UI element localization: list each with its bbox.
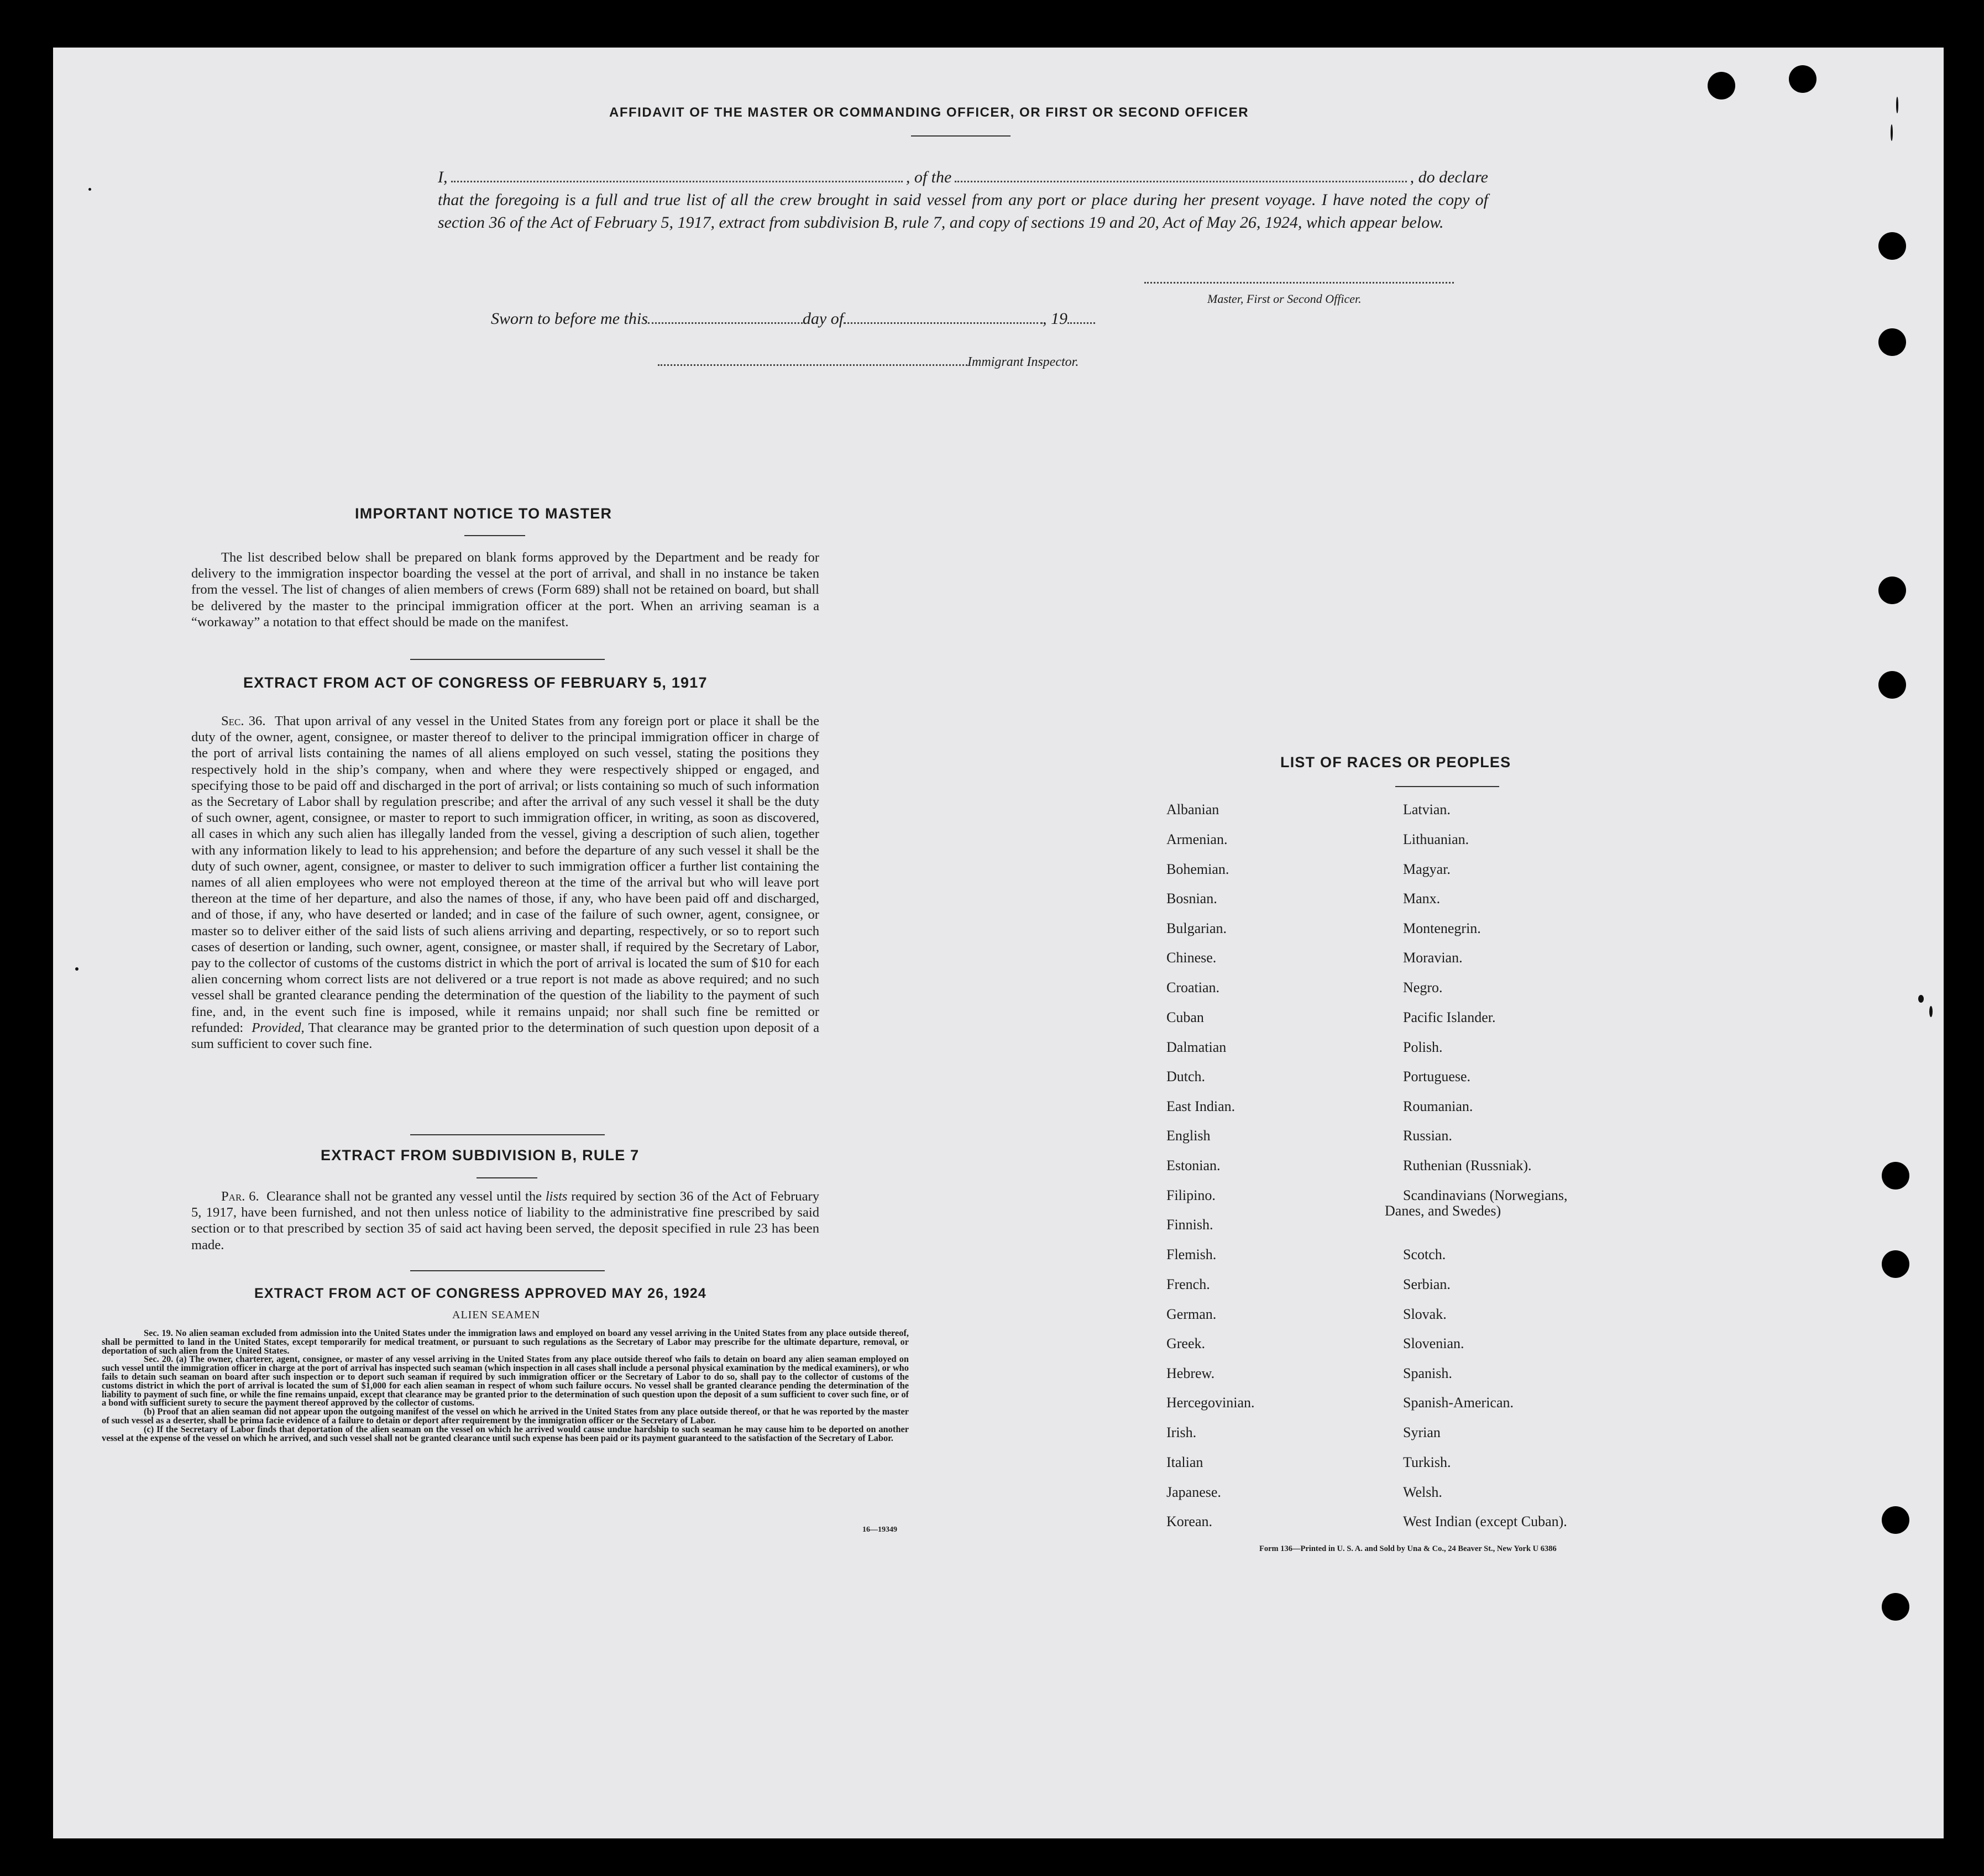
section-label: Sec. 36. <box>221 714 266 729</box>
race-item: Dutch. <box>1166 1068 1206 1084</box>
section-36-proviso: That clearance may be granted prior to the determination of such question upon deposit of a sum sufficient to cover such fine. <box>191 1020 819 1052</box>
master-signature-caption: Master, First or Second Officer. <box>1207 292 1362 306</box>
sworn-year: , 19 <box>1043 310 1068 328</box>
extract-1917-body <box>191 713 819 1052</box>
mark <box>1929 1006 1933 1017</box>
race-item: Syrian <box>1403 1424 1441 1440</box>
divider <box>410 1270 605 1271</box>
declaration-of-the: , of the <box>905 168 952 186</box>
race-item: Irish. <box>1166 1424 1197 1440</box>
race-item: Chinese. <box>1166 950 1217 966</box>
notice-body <box>191 549 819 630</box>
sworn-line <box>491 310 1095 328</box>
inspector-caption: Immigrant Inspector. <box>967 355 1079 369</box>
race-item: Magyar. <box>1403 861 1451 877</box>
punch-hole <box>1882 1506 1909 1534</box>
mark <box>1891 124 1893 141</box>
race-item: Polish. <box>1403 1039 1443 1055</box>
race-item: Danes, and Swedes) <box>1385 1203 1501 1219</box>
form-footer: Form 136—Printed in U. S. A. and Sold by Una & Co., 24 Beaver St., New York U 6386 <box>1259 1544 1557 1553</box>
race-item: Ruthenian (Russniak). <box>1403 1157 1532 1173</box>
race-item: Hercegovinian. <box>1166 1395 1255 1411</box>
race-item: Greek. <box>1166 1335 1206 1351</box>
punch-hole <box>1878 232 1906 260</box>
extract-1917-title: EXTRACT FROM ACT OF CONGRESS OF FEBRUARY 5, 1917 <box>243 674 708 691</box>
race-item: Serbian. <box>1403 1276 1451 1292</box>
punch-hole <box>1882 1162 1909 1189</box>
race-item: Pacific Islander. <box>1403 1009 1496 1025</box>
race-item: German. <box>1166 1306 1217 1322</box>
race-item: Spanish. <box>1403 1365 1452 1381</box>
race-item: Negro. <box>1403 979 1443 995</box>
race-item: Slovak. <box>1403 1306 1447 1322</box>
race-item: Filipino. <box>1166 1187 1216 1203</box>
alien-seamen-subtitle: ALIEN SEAMEN <box>452 1309 541 1321</box>
race-item: Bulgarian. <box>1166 920 1227 936</box>
declaration-do-declare: , do declare <box>1410 168 1488 186</box>
mark <box>1896 97 1898 113</box>
notice-paragraph: The list described below shall be prepared on blank forms approved by the Department and be ready for delivery to the immigration inspector boarding the vessel at the port of arrival, and shall in no instance be taken from the vessel. The list of changes of alien members of crews (Form 689) shall not be retained on board, but shall be delivered by the master to the principal immigration officer at the port. When an arriving seaman is a “workaway” a notation to that effect should be made on the manifest. <box>191 550 819 630</box>
race-item: Montenegrin. <box>1403 920 1481 936</box>
divider <box>410 659 605 660</box>
divider <box>477 1177 537 1178</box>
section-20b: (b) Proof that an alien seaman did not appear upon the outgoing manifest of the vessel on which he arrived in the United States from any place outside thereof, or that he was reported by the master of such vessel as a deserter, shall be prima facie evidence of a failure to detain or deport after requirement by the immigration officer or the Secretary of Labor. <box>102 1406 909 1426</box>
declaration-pronoun: I, <box>438 168 448 186</box>
race-item: Dalmatian <box>1166 1039 1227 1055</box>
race-item: Turkish. <box>1403 1454 1451 1470</box>
section-20a: Sec. 20. (a) The owner, charterer, agent, consignee, or master of any vessel arriving in the United States from any place outside thereof who fails to detain on board any alien seaman employed on such vessel until the immigration officer in charge at the port of arrival has inspected such seaman (which inspection in all cases shall include a personal physical examination by the medical examiners), or who fails to detain such seaman on board after such inspection or to deport such seaman if required by such immigration officer or the Secretary of Labor to do so, shall pay to the collector of customs of the customs district in which the port of arrival is located the sum of $1,000 for each alien seaman in respect of whom such failure occurs. No vessel shall be granted clearance pending the determination of the liability to payment of such fine, or while the fine remains unpaid, except that clearance may be granted prior to the determination of such question upon the deposit of a sum sufficient to cover such fine, or of a bond with sufficient surety to secure the payment thereof approved by the collector of customs. <box>102 1354 909 1408</box>
race-item: Russian. <box>1403 1128 1452 1144</box>
punch-hole <box>1878 328 1906 356</box>
race-item: Italian <box>1166 1454 1203 1470</box>
rule-7-body <box>191 1188 819 1253</box>
provided-word: Provided, <box>252 1020 305 1035</box>
sworn-day-of: day of <box>802 310 844 328</box>
mark <box>75 967 78 971</box>
extract-1924-body <box>102 1329 909 1442</box>
race-item: Armenian. <box>1166 831 1228 847</box>
name-blank[interactable] <box>451 181 903 182</box>
race-item: Scandinavians (Norwegians, <box>1403 1187 1568 1203</box>
print-number: 16—19349 <box>862 1526 897 1534</box>
punch-hole <box>1878 577 1906 604</box>
declaration-text: that the foregoing is a full and true list of all the crew brought in said vessel from any port or place during her present voyage. I have noted the copy of section 36 of the Act of February 5, 1917, extract from subdivision B, rule 7, and copy of sections 19 and 20, Act of May 26, 1924, which appear below. <box>438 191 1488 232</box>
section-36-text: That upon arrival of any vessel in the United States from any foreign port or place it shall be the duty of the owner, agent, consignee, or master thereof to deliver to the principal immigration officer in charge of the port of arrival lists containing the names of all aliens employed on such vessel, stating the positions they respectively hold in the ship’s company, when and where they were respectively shipped or engaged, and specifying those to be paid off and discharged in the port of arrival; or lists containing so much of such information as the Secretary of Labor shall by regulation prescribe; and after the arrival of any such vessel it shall be the duty of such owner, agent, consignee, or master to report to such immigration officer, in writing, as soon as discovered, all cases in which any such alien has illegally landed from the vessel, giving a description of such alien, together with any information likely to lead to his apprehension; and before the departure of any such vessel it shall be the duty of such owner, agent, consignee, or master to deliver to such immigration officer a further list containing the names of all alien employees who were not employed thereon at the time of the arrival but who will leave port thereon at the time of her departure, and also the names of those, if any, who have been paid off and discharged, and of those, if any, who have deserted or landed; and in case of the failure of such owner, agent, consignee, or master so to deliver either of the said lists of such aliens arriving and departing, respectively, or so to report such cases of desertion or landing, such owner, agent, consignee, or master shall, if required by the Secretary of Labor, pay to the collector of customs of the customs district in which the port of arrival is located the sum of $10 for each alien concerning whom correct lists are not delivered or a true report is not made as above required; and no such vessel shall be granted clearance pending the determination of the question of the liability to the payment of such fine, and, in the event such fine is imposed, while it remains unpaid; nor shall such fine be remitted or refunded: <box>191 714 819 1035</box>
inspector-signature-blank[interactable] <box>658 364 967 366</box>
race-item: Lithuanian. <box>1403 831 1469 847</box>
punch-hole <box>1882 1250 1909 1278</box>
vessel-blank[interactable] <box>955 181 1406 182</box>
race-item: Finnish. <box>1166 1217 1213 1233</box>
divider <box>410 1134 605 1135</box>
punch-hole <box>1708 72 1735 99</box>
paragraph-6 <box>191 1188 819 1253</box>
master-signature-line[interactable] <box>1144 282 1454 284</box>
affidavit-title: AFFIDAVIT OF THE MASTER OR COMMANDING OFFICER, OR FIRST OR SECOND OFFICER <box>609 105 1249 120</box>
section-19: Sec. 19. No alien seaman excluded from admission into the United States under the immigration laws and employed on board any vessel arriving in the United States from any place outside thereof, shall be permitted to land in the United States, except temporarily for medical treatment, or pursuant to such regulations as the Secretary of Labor may prescribe for the ultimate departure, removal, or deportation of such alien from the United States. <box>102 1328 909 1356</box>
race-item: Japanese. <box>1166 1484 1221 1500</box>
race-item: Bosnian. <box>1166 890 1217 906</box>
section-20c: (c) If the Secretary of Labor finds that deportation of the alien seaman on the vessel on which he arrived would cause undue hardship to such seaman he may cause him to be deported on another vessel at the expense of the vessel on which he arrived, and such vessel shall not be granted clearance until such expense has been paid or its payment guaranteed to the satisfaction of the Secretary of Labor. <box>102 1423 909 1443</box>
declaration-first-line <box>438 166 1488 188</box>
race-item: Latvian. <box>1403 801 1451 818</box>
sworn-year-blank[interactable] <box>1067 322 1095 324</box>
race-item: Scotch. <box>1403 1246 1446 1262</box>
race-item: Cuban <box>1166 1009 1204 1025</box>
race-item: Croatian. <box>1166 979 1220 995</box>
divider <box>911 135 1011 137</box>
punch-hole <box>1878 671 1906 699</box>
section-36-paragraph <box>191 713 819 1052</box>
race-item: Portuguese. <box>1403 1068 1471 1084</box>
race-item: Estonian. <box>1166 1157 1221 1173</box>
extract-1924-title: EXTRACT FROM ACT OF CONGRESS APPROVED MAY 26, 1924 <box>254 1286 707 1301</box>
race-item: West Indian (except Cuban). <box>1403 1513 1567 1529</box>
divider <box>1395 786 1499 787</box>
mark <box>88 188 91 191</box>
rule-7-title: EXTRACT FROM SUBDIVISION B, RULE 7 <box>321 1147 640 1164</box>
sworn-day-blank[interactable] <box>648 322 803 324</box>
race-item: Hebrew. <box>1166 1365 1215 1381</box>
lists-word: lists <box>545 1189 568 1204</box>
mark <box>1918 995 1924 1003</box>
race-item: Slovenian. <box>1403 1335 1464 1351</box>
paragraph-6-text-a: Clearance shall not be granted any vessel until the <box>266 1189 542 1204</box>
races-title: LIST OF RACES OR PEOPLES <box>1280 754 1511 771</box>
notice-title: IMPORTANT NOTICE TO MASTER <box>355 505 613 522</box>
affidavit-declaration <box>438 166 1488 234</box>
paragraph-label: Par. 6. <box>221 1189 259 1204</box>
race-item: Welsh. <box>1403 1484 1442 1500</box>
race-item: Korean. <box>1166 1513 1213 1529</box>
race-item: French. <box>1166 1276 1210 1292</box>
race-item: Albanian <box>1166 801 1219 818</box>
race-item: Bohemian. <box>1166 861 1229 877</box>
race-item: English <box>1166 1128 1211 1144</box>
race-item: Moravian. <box>1403 950 1463 966</box>
sworn-text: Sworn to before me this <box>491 310 648 328</box>
divider <box>464 535 525 536</box>
punch-hole <box>1882 1593 1909 1621</box>
race-item: Roumanian. <box>1403 1098 1473 1114</box>
race-item: East Indian. <box>1166 1098 1236 1114</box>
race-item: Spanish-American. <box>1403 1395 1514 1411</box>
sworn-month-blank[interactable] <box>844 322 1043 324</box>
inspector-line <box>658 355 1079 370</box>
race-item: Manx. <box>1403 890 1441 906</box>
punch-hole <box>1789 65 1817 93</box>
paragraph-6-text-b: required by section 36 of the Act of February 5, 1917, have been furnished, and not then unless notice of liability to the administrative fine prescribed by said section or to that prescribed by section 35 of said act having been served, the deposit specified in rule 23 has been made. <box>191 1189 820 1253</box>
race-item: Flemish. <box>1166 1246 1217 1262</box>
